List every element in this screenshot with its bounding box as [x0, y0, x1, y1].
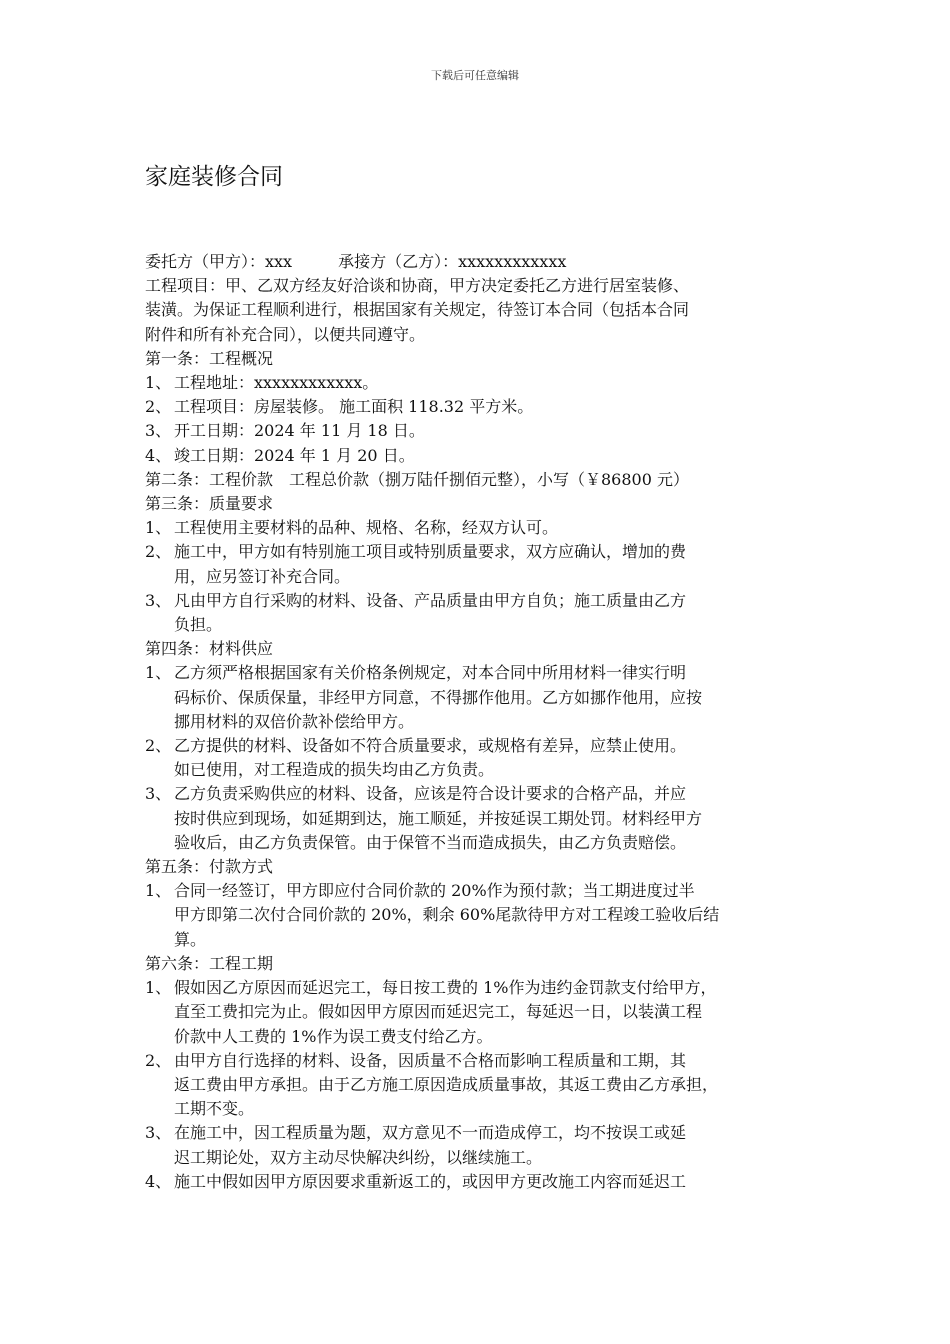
clause-text-line: 用，应另签订补充合同。	[174, 566, 351, 586]
project-intro	[145, 274, 815, 347]
contract-section	[145, 855, 815, 952]
clause-item	[145, 976, 815, 1049]
clause-item	[145, 782, 815, 855]
clause-number: 2、	[145, 397, 172, 417]
clause-text-line: 直至工费扣完为止。假如因甲方原因而延迟完工，每延迟一日，以装潢工程	[174, 1002, 703, 1022]
clause-text-line: 挪用材料的双倍价款补偿给甲方。	[174, 711, 415, 731]
clause-item	[145, 1121, 815, 1169]
clause-text-line: 工程使用主要材料的品种、规格、名称，经双方认可。	[174, 518, 559, 538]
clause-number: 3、	[145, 784, 172, 804]
section-heading: 第六条：工程工期	[145, 953, 274, 973]
clause-text-line: 施工中假如因甲方原因要求重新返工的，或因甲方更改施工内容而延迟工	[174, 1171, 687, 1191]
clause-number: 1、	[145, 978, 172, 998]
clause-item	[145, 1170, 815, 1194]
sections-container	[145, 347, 815, 1194]
contract-section	[145, 347, 815, 468]
clause-item	[145, 734, 815, 782]
clause-text-line: 合同一经签订，甲方即应付合同价款的 20%作为预付款；当工期进度过半	[174, 881, 695, 901]
clause-text-line: 工程地址：xxxxxxxxxxxx。	[174, 373, 379, 393]
clause-item	[145, 540, 815, 588]
clause-text-line: 码标价、保质保量，非经甲方同意，不得挪作他用。乙方如挪作他用，应按	[174, 687, 703, 707]
clause-text-line: 由甲方自行选择的材料、设备，因质量不合格而影响工程质量和工期，其	[174, 1050, 687, 1070]
clause-number: 2、	[145, 736, 172, 756]
clause-number: 4、	[145, 445, 172, 465]
section-heading: 第三条：质量要求	[145, 494, 274, 514]
clause-text-line: 施工中，甲方如有特别施工项目或特别质量要求，双方应确认，增加的费	[174, 542, 687, 562]
clause-text-line: 甲方即第二次付合同价款的 20%，剩余 60%尾款待甲方对工程竣工验收后结	[174, 905, 720, 925]
section-heading: 第二条：工程价款 工程总价款（捌万陆仟捌佰元整），小写（￥86800 元）	[145, 469, 689, 489]
clause-number: 3、	[145, 590, 172, 610]
clause-text-line: 竣工日期：2024 年 1 月 20 日。	[174, 445, 415, 465]
clause-text-line: 工程项目：房屋装修。 施工面积 118.32 平方米。	[174, 397, 534, 417]
clause-item	[145, 589, 815, 637]
clause-number: 1、	[145, 881, 172, 901]
clause-text-line: 假如因乙方原因而延迟完工，每日按工费的 1%作为违约金罚款支付给甲方，	[174, 978, 717, 998]
contract-section	[145, 468, 815, 492]
section-heading: 第一条：工程概况	[145, 348, 274, 368]
intro-line: 附件和所有补充合同），以便共同遵守。	[145, 324, 426, 344]
section-heading: 第四条：材料供应	[145, 639, 274, 659]
clause-item	[145, 371, 815, 395]
clause-item	[145, 395, 815, 419]
clause-text-line: 迟工期论处，双方主动尽快解决纠纷，以继续施工。	[174, 1147, 543, 1167]
clause-text-line: 工期不变。	[174, 1099, 255, 1119]
document-title: 家庭装修合同	[145, 164, 283, 190]
clause-item	[145, 661, 815, 734]
clause-text-line: 负担。	[174, 615, 223, 635]
clause-text-line: 返工费由甲方承担。由于乙方施工原因造成质量事故，其返工费由乙方承担，	[174, 1074, 719, 1094]
clause-text-line: 如已使用，对工程造成的损失均由乙方负责。	[174, 760, 495, 780]
contract-body	[145, 250, 815, 1194]
clause-text-line: 算。	[174, 929, 207, 949]
clause-text-line: 开工日期：2024 年 11 月 18 日。	[174, 421, 425, 441]
contract-section	[145, 952, 815, 1194]
clause-text-line: 乙方须严格根据国家有关价格条例规定，对本合同中所用材料一律实行明	[174, 663, 687, 683]
contract-section	[145, 492, 815, 637]
clause-text-line: 乙方负责采购供应的材料、设备，应该是符合设计要求的合格产品，并应	[174, 784, 687, 804]
party-a: 委托方（甲方）：xxx	[145, 252, 293, 271]
clause-text-line: 验收后，由乙方负责保管。由于保管不当而造成损失，由乙方负责赔偿。	[174, 832, 687, 852]
intro-line: 装潢。为保证工程顺利进行，根据国家有关规定，待签订本合同（包括本合同	[145, 300, 690, 320]
clause-item	[145, 516, 815, 540]
clause-number: 1、	[145, 663, 172, 683]
clause-number: 1、	[145, 518, 172, 538]
clause-number: 1、	[145, 373, 172, 393]
clause-number: 3、	[145, 1123, 172, 1143]
clause-text-line: 按时供应到现场，如延期到达，施工顺延，并按延误工期处罚。材料经甲方	[174, 808, 703, 828]
intro-line: 工程项目：甲、乙双方经友好洽谈和协商，甲方决定委托乙方进行居室装修、	[145, 276, 690, 296]
clause-text-line: 乙方提供的材料、设备如不符合质量要求，或规格有差异，应禁止使用。	[174, 736, 687, 756]
contract-section	[145, 637, 815, 855]
clause-item	[145, 879, 815, 952]
clause-number: 4、	[145, 1171, 172, 1191]
clause-number: 2、	[145, 1050, 172, 1070]
parties-line	[145, 250, 815, 274]
party-b: 承接方（乙方）：xxxxxxxxxxxx	[338, 252, 567, 271]
clause-item	[145, 1049, 815, 1122]
clause-text-line: 在施工中，因工程质量为题，双方意见不一而造成停工，均不按误工或延	[174, 1123, 687, 1143]
clause-item	[145, 419, 815, 443]
clause-text-line: 价款中人工费的 1%作为误工费支付给乙方。	[174, 1026, 493, 1046]
clause-text-line: 凡由甲方自行采购的材料、设备、产品质量由甲方自负；施工质量由乙方	[174, 590, 687, 610]
clause-item	[145, 444, 815, 468]
header-note: 下载后可任意编辑	[431, 69, 519, 82]
clause-number: 2、	[145, 542, 172, 562]
clause-number: 3、	[145, 421, 172, 441]
section-heading: 第五条：付款方式	[145, 857, 274, 877]
